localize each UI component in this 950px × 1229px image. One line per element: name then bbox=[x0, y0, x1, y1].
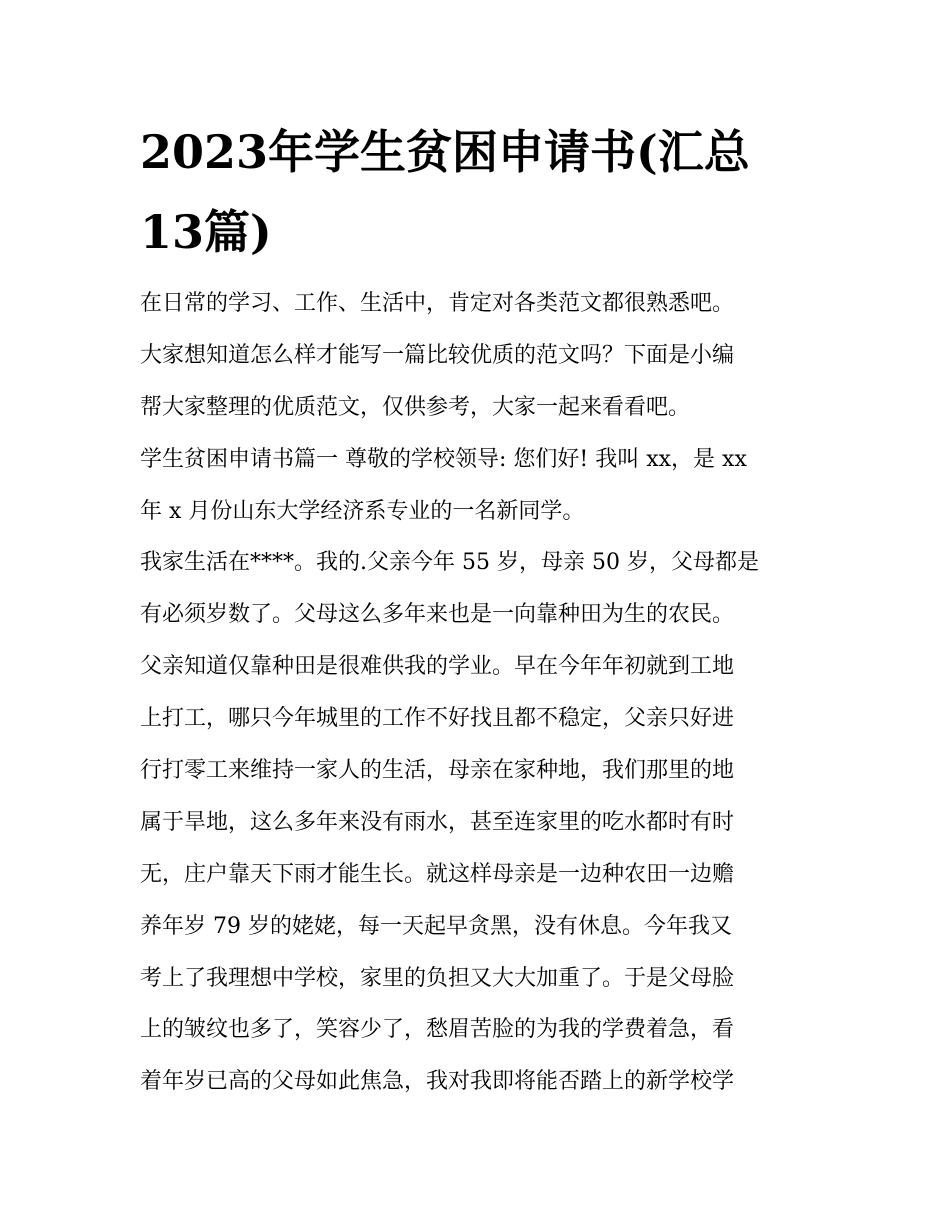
body-line: 学生贫困申请书篇一 尊敬的学校领导: 您们好! 我叫 xx，是 xx bbox=[140, 446, 747, 472]
body-line: 帮大家整理的优质范文，仅供参考，大家一起来看看吧。 bbox=[140, 394, 691, 420]
title-line-1: 2023年学生贫困申请书(汇总 bbox=[140, 125, 750, 179]
body-line: 无，庄户靠天下雨才能生长。就这样母亲是一边种农田一边赡 bbox=[140, 861, 735, 887]
body-line: 考上了我理想中学校，家里的负担又大大加重了。于是父母脸 bbox=[140, 965, 735, 991]
body-line: 我家生活在****。我的.父亲今年 55 岁，母亲 50 岁，父母都是 bbox=[140, 550, 759, 576]
document-body bbox=[140, 278, 820, 1108]
document-title bbox=[140, 112, 820, 272]
body-line: 上的皱纹也多了，笑容少了，愁眉苦脸的为我的学费着急，看 bbox=[140, 1017, 735, 1043]
body-line: 上打工，哪只今年城里的工作不好找且都不稳定，父亲只好进 bbox=[140, 706, 735, 732]
body-line: 属于旱地，这么多年来没有雨水，甚至连家里的吃水都时有时 bbox=[140, 809, 735, 835]
body-line: 年 x 月份山东大学经济系专业的一名新同学。 bbox=[140, 498, 585, 524]
body-line: 着年岁已高的父母如此焦急，我对我即将能否踏上的新学校学 bbox=[140, 1069, 735, 1095]
body-line: 养年岁 79 岁的姥姥，每一天起早贪黑，没有休息。今年我又 bbox=[140, 913, 732, 939]
body-line: 父亲知道仅靠种田是很难供我的学业。早在今年年初就到工地 bbox=[140, 654, 735, 680]
body-line: 行打零工来维持一家人的生活，母亲在家种地，我们那里的地 bbox=[140, 758, 735, 784]
body-line: 有必须岁数了。父母这么多年来也是一向靠种田为生的农民。 bbox=[140, 602, 735, 628]
body-line: 大家想知道怎么样才能写一篇比较优质的范文吗？下面是小编 bbox=[140, 342, 735, 368]
title-line-2: 13篇) bbox=[140, 205, 272, 259]
body-line: 在日常的学习、工作、生活中，肯定对各类范文都很熟悉吧。 bbox=[140, 291, 735, 316]
